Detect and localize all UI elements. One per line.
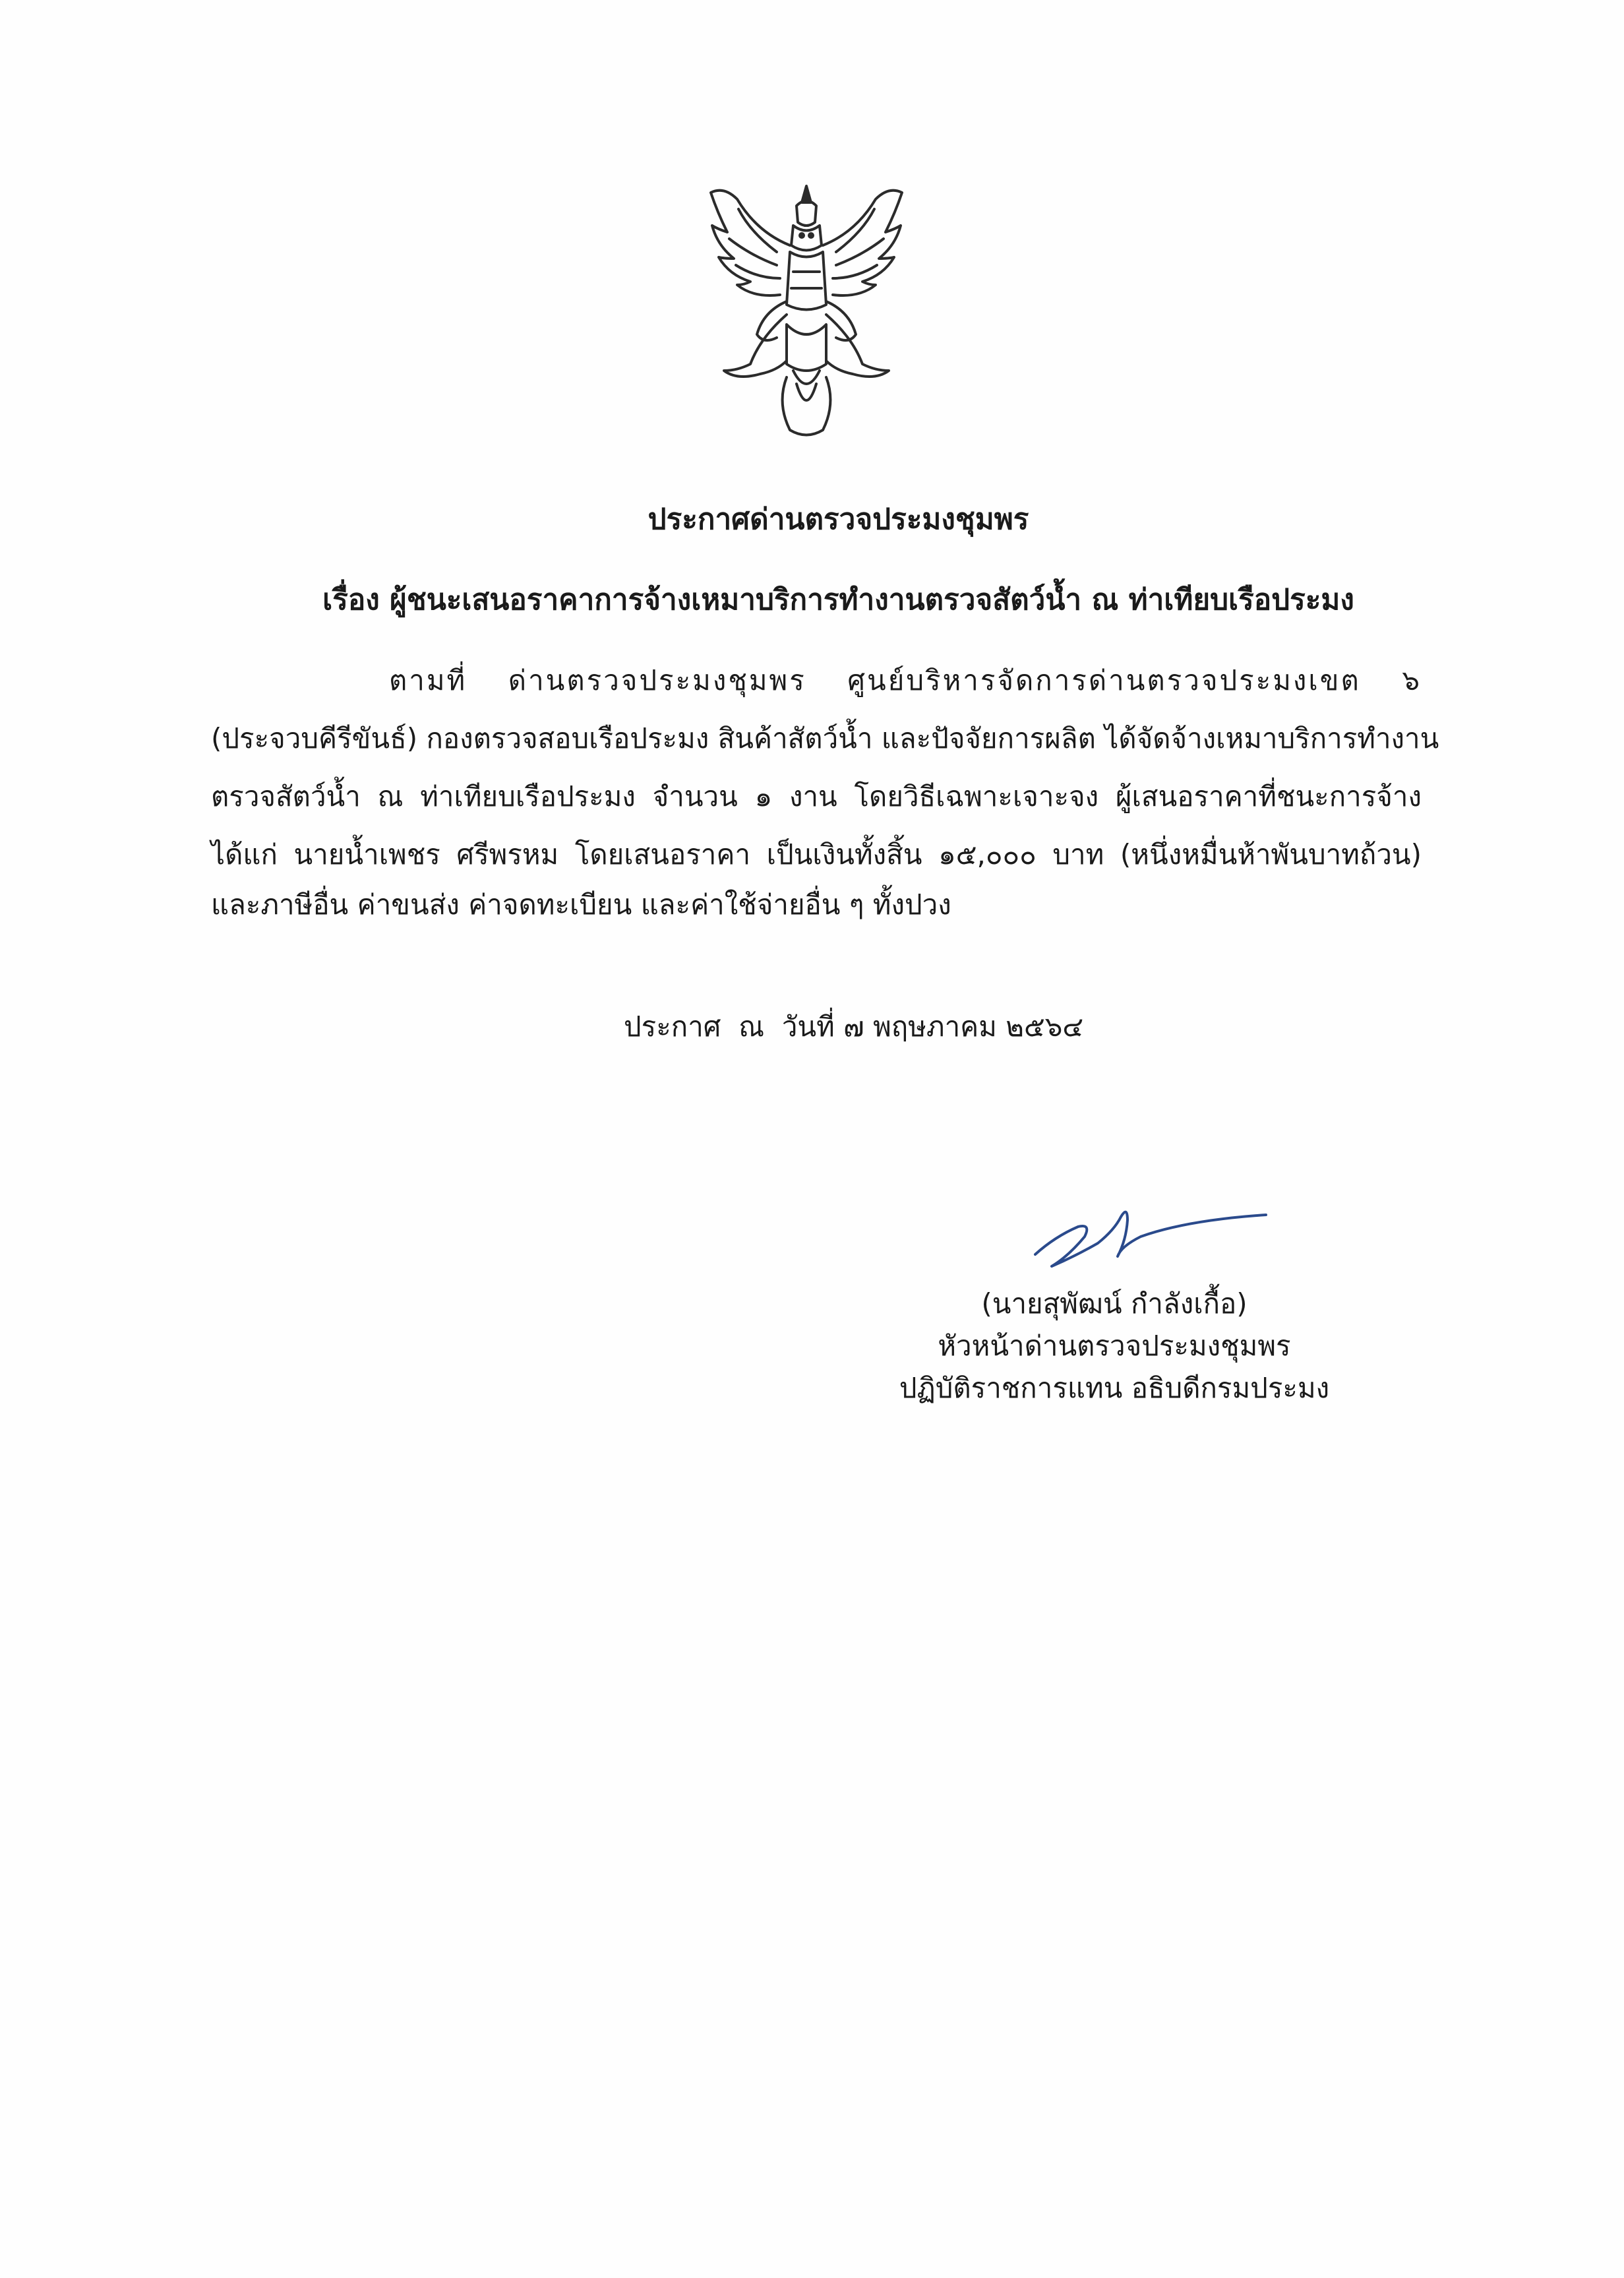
signer-acting-position: ปฏิบัติราชการแทน อธิบดีกรมประมง xyxy=(899,1372,1330,1404)
signer-position: หัวหน้าด่านตรวจประมงชุมพร xyxy=(938,1330,1291,1362)
signature-block xyxy=(857,1283,1371,1409)
body-line-1: ตามที่ ด่านตรวจประมงชุมพร ศูนย์บริหารจัดการด่านตรวจประมงเขต ๖ xyxy=(389,664,1422,696)
body-line-2: (ประจวบคีรีขันธ์) กองตรวจสอบเรือประมง สินค้าสัตว์น้ำ และปัจจัยการผลิต ได้จัดจ้างเหมาบริการทำงาน xyxy=(211,722,1439,754)
body-line-3: ตรวจสัตว์น้ำ ณ ท่าเทียบเรือประมง จำนวน ๑ งาน โดยวิธีเฉพาะเจาะจง ผู้เสนอราคาที่ชนะการจ้าง xyxy=(211,780,1422,813)
announcement-date: ประกาศ ณ วันที่ ๗ พฤษภาคม ๒๕๖๔ xyxy=(624,1010,1084,1043)
garuda-emblem-icon xyxy=(698,173,915,443)
signer-name: (นายสุพัฒน์ กำลังเกื้อ) xyxy=(981,1287,1248,1320)
body-line-5: และภาษีอื่น ค่าขนส่ง ค่าจดทะเบียน และค่าใช้จ่ายอื่น ๆ ทั้งปวง xyxy=(211,888,951,921)
announcement-title: ประกาศด่านตรวจประมงชุมพร xyxy=(647,503,1029,536)
body-line-4: ได้แก่ นายน้ำเพชร ศรีพรหม โดยเสนอราคา เป็นเงินทั้งสิ้น ๑๕,๐๐๐ บาท (หนึ่งหมื่นห้าพันบาทถ้วน) xyxy=(211,838,1422,871)
handwritten-signature-icon xyxy=(1029,1200,1273,1273)
announcement-subject: เรื่อง ผู้ชนะเสนอราคาการจ้างเหมาบริการทำงานตรวจสัตว์น้ำ ณ ท่าเทียบเรือประมง xyxy=(322,583,1354,617)
